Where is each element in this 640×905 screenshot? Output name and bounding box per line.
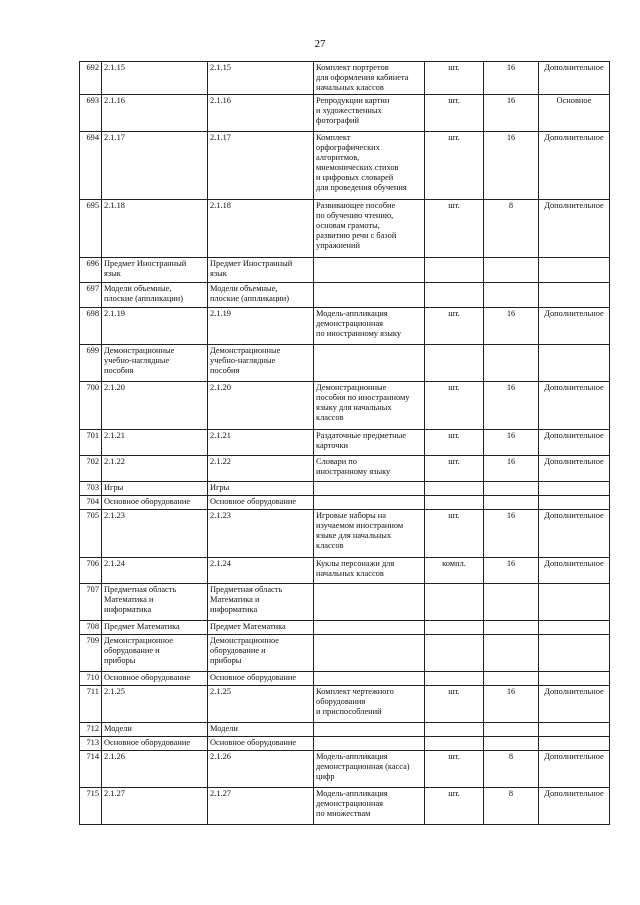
code-cell: Основное оборудование [102,737,208,751]
quantity-cell [484,258,539,283]
row-number-cell: 710 [80,672,102,686]
row-number-cell: 693 [80,95,102,132]
row-number-cell: 698 [80,308,102,345]
row-number-cell: 694 [80,132,102,200]
table-row [80,95,610,132]
code-cell: 2.1.17 [208,132,314,200]
unit-cell [425,635,484,672]
item-name-cell [314,672,425,686]
quantity-cell [484,345,539,382]
code-cell: 2.1.21 [102,430,208,456]
row-number-cell: 692 [80,62,102,95]
code-cell: Модели объемные, плоские (аппликации) [102,283,208,308]
code-cell: 2.1.16 [208,95,314,132]
row-number-cell: 704 [80,496,102,510]
quantity-cell: 8 [484,751,539,788]
quantity-cell [484,621,539,635]
item-name-cell: Игровые наборы на изучаемом иностранном языке для начальных классов [314,510,425,558]
unit-cell [425,345,484,382]
item-name-cell [314,496,425,510]
code-cell: Игры [102,482,208,496]
row-number-cell: 695 [80,200,102,258]
code-cell: Модели [102,723,208,737]
code-cell: Предмет Иностранный язык [208,258,314,283]
item-name-cell [314,482,425,496]
table-row [80,258,610,283]
code-cell: Демонстрационные учебно-наглядные пособия [208,345,314,382]
row-number-cell: 702 [80,456,102,482]
row-number-cell: 697 [80,283,102,308]
table-row [80,496,610,510]
table-row [80,686,610,723]
code-cell: 2.1.20 [208,382,314,430]
quantity-cell: 16 [484,62,539,95]
code-cell: Основное оборудование [208,496,314,510]
unit-cell [425,258,484,283]
equipment-type-cell [539,283,610,308]
table-row [80,723,610,737]
table-row [80,456,610,482]
item-name-cell [314,258,425,283]
item-name-cell [314,723,425,737]
code-cell: 2.1.24 [208,558,314,584]
code-cell: Игры [208,482,314,496]
quantity-cell: 16 [484,558,539,584]
code-cell: Демонстрационное оборудование и приборы [102,635,208,672]
equipment-type-cell: Дополнительное [539,382,610,430]
equipment-type-cell [539,345,610,382]
code-cell: 2.1.16 [102,95,208,132]
unit-cell [425,672,484,686]
code-cell: Основное оборудование [102,496,208,510]
equipment-type-cell: Дополнительное [539,686,610,723]
equipment-type-cell: Дополнительное [539,62,610,95]
code-cell: 2.1.25 [208,686,314,723]
item-name-cell [314,621,425,635]
unit-cell [425,283,484,308]
row-number-cell: 696 [80,258,102,283]
unit-cell: шт. [425,430,484,456]
quantity-cell: 16 [484,456,539,482]
item-name-cell: Модель-аппликация демонстрационная по множествам [314,788,425,825]
equipment-type-cell: Дополнительное [539,456,610,482]
unit-cell: шт. [425,510,484,558]
unit-cell: шт. [425,456,484,482]
quantity-cell [484,283,539,308]
row-number-cell: 713 [80,737,102,751]
code-cell: Предмет Математика [102,621,208,635]
item-name-cell [314,737,425,751]
quantity-cell: 16 [484,686,539,723]
quantity-cell: 16 [484,132,539,200]
equipment-table [79,61,610,825]
equipment-type-cell [539,723,610,737]
unit-cell: шт. [425,382,484,430]
quantity-cell: 8 [484,788,539,825]
table-row [80,621,610,635]
unit-cell [425,723,484,737]
quantity-cell [484,737,539,751]
code-cell: 2.1.27 [208,788,314,825]
quantity-cell: 16 [484,308,539,345]
table-row [80,283,610,308]
item-name-cell: Словари по иностранному языку [314,456,425,482]
quantity-cell [484,672,539,686]
code-cell: 2.1.26 [208,751,314,788]
code-cell: Предметная область Математика и информатика [102,584,208,621]
unit-cell [425,737,484,751]
quantity-cell [484,635,539,672]
item-name-cell [314,283,425,308]
equipment-type-cell: Дополнительное [539,788,610,825]
code-cell: 2.1.20 [102,382,208,430]
equipment-type-cell [539,584,610,621]
row-number-cell: 709 [80,635,102,672]
item-name-cell [314,584,425,621]
unit-cell: шт. [425,751,484,788]
table-row [80,308,610,345]
table-row [80,672,610,686]
table-row [80,482,610,496]
code-cell: Предметная область Математика и информатика [208,584,314,621]
unit-cell: шт. [425,686,484,723]
table-row [80,200,610,258]
code-cell: 2.1.15 [208,62,314,95]
item-name-cell: Репродукции картин и художественных фотографий [314,95,425,132]
equipment-type-cell: Основное [539,95,610,132]
quantity-cell [484,584,539,621]
row-number-cell: 715 [80,788,102,825]
item-name-cell: Демонстрационные пособия по иностранному языку для начальных классов [314,382,425,430]
row-number-cell: 703 [80,482,102,496]
item-name-cell: Куклы персонажи для начальных классов [314,558,425,584]
code-cell: Модели объемные, плоские (аппликации) [208,283,314,308]
code-cell: 2.1.26 [102,751,208,788]
table-row [80,430,610,456]
code-cell: Основное оборудование [102,672,208,686]
equipment-type-cell: Дополнительное [539,558,610,584]
unit-cell [425,584,484,621]
unit-cell: шт. [425,788,484,825]
code-cell: 2.1.21 [208,430,314,456]
unit-cell [425,621,484,635]
code-cell: Демонстрационное оборудование и приборы [208,635,314,672]
equipment-type-cell: Дополнительное [539,200,610,258]
item-name-cell: Комплект чертежного оборудования и приспособлений [314,686,425,723]
quantity-cell: 16 [484,430,539,456]
code-cell: 2.1.19 [102,308,208,345]
page-number: 27 [314,38,326,50]
table-row [80,510,610,558]
item-name-cell: Раздаточные предметные карточки [314,430,425,456]
unit-cell: шт. [425,200,484,258]
row-number-cell: 714 [80,751,102,788]
table-row [80,584,610,621]
row-number-cell: 705 [80,510,102,558]
table-row [80,345,610,382]
code-cell: 2.1.22 [102,456,208,482]
equipment-type-cell [539,482,610,496]
quantity-cell: 16 [484,510,539,558]
table-row [80,62,610,95]
row-number-cell: 712 [80,723,102,737]
quantity-cell: 16 [484,382,539,430]
equipment-type-cell: Дополнительное [539,308,610,345]
item-name-cell: Модель-аппликация демонстрационная по иностранному языку [314,308,425,345]
code-cell: 2.1.15 [102,62,208,95]
code-cell: Предмет Математика [208,621,314,635]
code-cell: 2.1.24 [102,558,208,584]
item-name-cell: Комплект портретов для оформления кабинета начальных классов [314,62,425,95]
code-cell: 2.1.18 [208,200,314,258]
unit-cell [425,482,484,496]
quantity-cell: 16 [484,95,539,132]
equipment-type-cell: Дополнительное [539,132,610,200]
row-number-cell: 699 [80,345,102,382]
row-number-cell: 711 [80,686,102,723]
unit-cell [425,496,484,510]
row-number-cell: 707 [80,584,102,621]
equipment-type-cell [539,672,610,686]
code-cell: Предмет Иностранный язык [102,258,208,283]
unit-cell: шт. [425,308,484,345]
quantity-cell [484,482,539,496]
row-number-cell: 708 [80,621,102,635]
table-row [80,788,610,825]
code-cell: 2.1.18 [102,200,208,258]
equipment-type-cell [539,737,610,751]
code-cell: 2.1.19 [208,308,314,345]
item-name-cell: Комплект орфографических алгоритмов, мнемонических стихов и цифровых словарей для проведения обучения [314,132,425,200]
code-cell: Демонстрационные учебно-наглядные пособия [102,345,208,382]
equipment-type-cell [539,496,610,510]
code-cell: 2.1.23 [208,510,314,558]
table-row [80,558,610,584]
unit-cell: шт. [425,95,484,132]
item-name-cell [314,635,425,672]
unit-cell: шт. [425,132,484,200]
code-cell: Модели [208,723,314,737]
quantity-cell [484,496,539,510]
table-row [80,132,610,200]
table-body [80,62,610,825]
row-number-cell: 706 [80,558,102,584]
code-cell: Основное оборудование [208,672,314,686]
table-row [80,737,610,751]
equipment-type-cell [539,621,610,635]
code-cell: Основное оборудование [208,737,314,751]
table-row [80,635,610,672]
code-cell: 2.1.17 [102,132,208,200]
equipment-type-cell [539,258,610,283]
code-cell: 2.1.25 [102,686,208,723]
quantity-cell [484,723,539,737]
code-cell: 2.1.27 [102,788,208,825]
code-cell: 2.1.22 [208,456,314,482]
item-name-cell: Модель-аппликация демонстрационная (касса) цифр [314,751,425,788]
unit-cell: шт. [425,62,484,95]
equipment-type-cell: Дополнительное [539,510,610,558]
equipment-type-cell [539,635,610,672]
item-name-cell: Развивающее пособие по обучению чтению, основам грамоты, развитию речи с базой упражнений [314,200,425,258]
equipment-type-cell: Дополнительное [539,751,610,788]
equipment-type-cell: Дополнительное [539,430,610,456]
row-number-cell: 701 [80,430,102,456]
item-name-cell [314,345,425,382]
table-row [80,382,610,430]
table-row [80,751,610,788]
quantity-cell: 8 [484,200,539,258]
code-cell: 2.1.23 [102,510,208,558]
row-number-cell: 700 [80,382,102,430]
unit-cell: компл. [425,558,484,584]
